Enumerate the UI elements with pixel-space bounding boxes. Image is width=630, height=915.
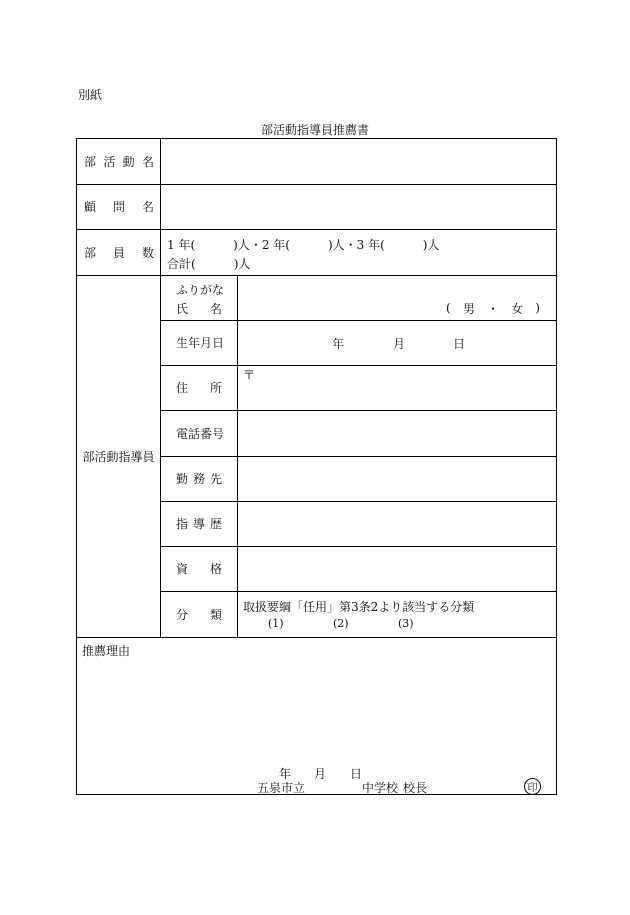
border-line — [76, 794, 557, 795]
category-option-2[interactable]: (2) — [333, 617, 349, 630]
label-char: 部 — [84, 154, 97, 169]
member-count-label — [84, 229, 154, 275]
signature-month-unit: 月 — [314, 767, 327, 781]
paren-close: ) — [535, 301, 540, 315]
category-option-1[interactable]: (1) — [268, 617, 284, 630]
signature-day-unit: 日 — [350, 767, 363, 781]
qualification-field[interactable] — [238, 547, 556, 591]
name-field[interactable] — [238, 297, 438, 320]
paren-open: ( — [446, 301, 451, 315]
dob-day-unit: 日 — [453, 337, 466, 351]
school-suffix: 中学校 — [362, 781, 399, 795]
label-char: 務 — [192, 472, 205, 486]
label-char: 住 — [176, 381, 189, 395]
gender-male-option[interactable]: 男 — [462, 301, 475, 316]
total-count — [167, 255, 250, 272]
name-label — [176, 299, 222, 317]
label-char: 名 — [141, 200, 154, 214]
address-label — [176, 365, 222, 410]
total-prefix: 合計( — [167, 257, 196, 271]
grade3-suffix: )人 — [422, 238, 440, 252]
label-char: 歴 — [209, 517, 222, 531]
label-char: 分 — [176, 607, 189, 622]
workplace-label — [176, 456, 222, 501]
advisor-name-field[interactable] — [161, 185, 556, 229]
label-char: 問 — [112, 200, 125, 214]
label-char: 格 — [209, 562, 222, 576]
seal-icon: 印 — [524, 778, 541, 795]
label-char: 部 — [84, 245, 97, 260]
principal-title: 校長 — [403, 781, 428, 795]
grade1-prefix: 1 年( — [167, 238, 196, 252]
label-char: 所 — [209, 381, 222, 395]
label-char: 動 — [122, 154, 135, 169]
dob-month-unit: 月 — [393, 337, 406, 351]
address-field[interactable] — [258, 366, 556, 410]
dob-year-unit: 年 — [332, 337, 345, 351]
club-name-label — [84, 138, 154, 184]
grade2-prefix: )人・2 年( — [233, 238, 290, 252]
phone-label: 電話番号 — [176, 426, 225, 441]
border-line — [556, 138, 557, 795]
club-name-field[interactable] — [161, 139, 556, 184]
grade3-prefix: )人・3 年( — [327, 238, 385, 252]
label-char: 先 — [209, 472, 222, 486]
separator: ・ — [486, 301, 499, 316]
label-char: 指 — [176, 517, 189, 531]
label-char: 資 — [176, 562, 189, 576]
gender-selector[interactable] — [446, 299, 540, 317]
reason-field[interactable] — [82, 660, 552, 755]
coaching-history-label — [176, 501, 222, 546]
reason-label: 推薦理由 — [82, 644, 131, 658]
postal-mark: 〒 — [243, 368, 256, 382]
attachment-label: 別紙 — [78, 88, 103, 102]
furigana-field[interactable] — [238, 276, 438, 296]
total-suffix: )人 — [233, 257, 251, 271]
furigana-label: ふりがな — [176, 283, 225, 297]
qualification-label — [176, 546, 222, 591]
phone-field[interactable] — [238, 411, 556, 456]
coaching-history-field[interactable] — [238, 502, 556, 546]
gender-female-option[interactable]: 女 — [511, 301, 524, 316]
border-line — [76, 637, 557, 638]
category-text: 取扱要綱「任用」第3条2より該当する分類 — [243, 600, 475, 614]
instructor-section-label: 部活動指導員 — [82, 450, 155, 464]
label-char: 活 — [103, 154, 116, 169]
label-char: 名 — [209, 301, 222, 316]
category-option-3[interactable]: (3) — [398, 617, 414, 630]
label-char: 名 — [141, 154, 154, 169]
dob-label: 生年月日 — [176, 336, 225, 350]
label-char: 導 — [192, 517, 205, 531]
label-char: 類 — [209, 607, 222, 622]
label-char: 数 — [141, 245, 154, 260]
advisor-name-label — [84, 184, 154, 229]
label-char: 員 — [112, 245, 125, 260]
form-title: 部活動指導員推薦書 — [260, 123, 369, 137]
category-label — [176, 591, 222, 637]
label-char: 顧 — [84, 200, 97, 214]
workplace-field[interactable] — [238, 457, 556, 501]
label-char: 氏 — [176, 301, 189, 316]
city-prefix: 五泉市立 — [257, 781, 306, 795]
grade1-count — [167, 236, 439, 253]
signature-year-unit: 年 — [279, 767, 292, 781]
label-char: 勤 — [176, 472, 189, 486]
